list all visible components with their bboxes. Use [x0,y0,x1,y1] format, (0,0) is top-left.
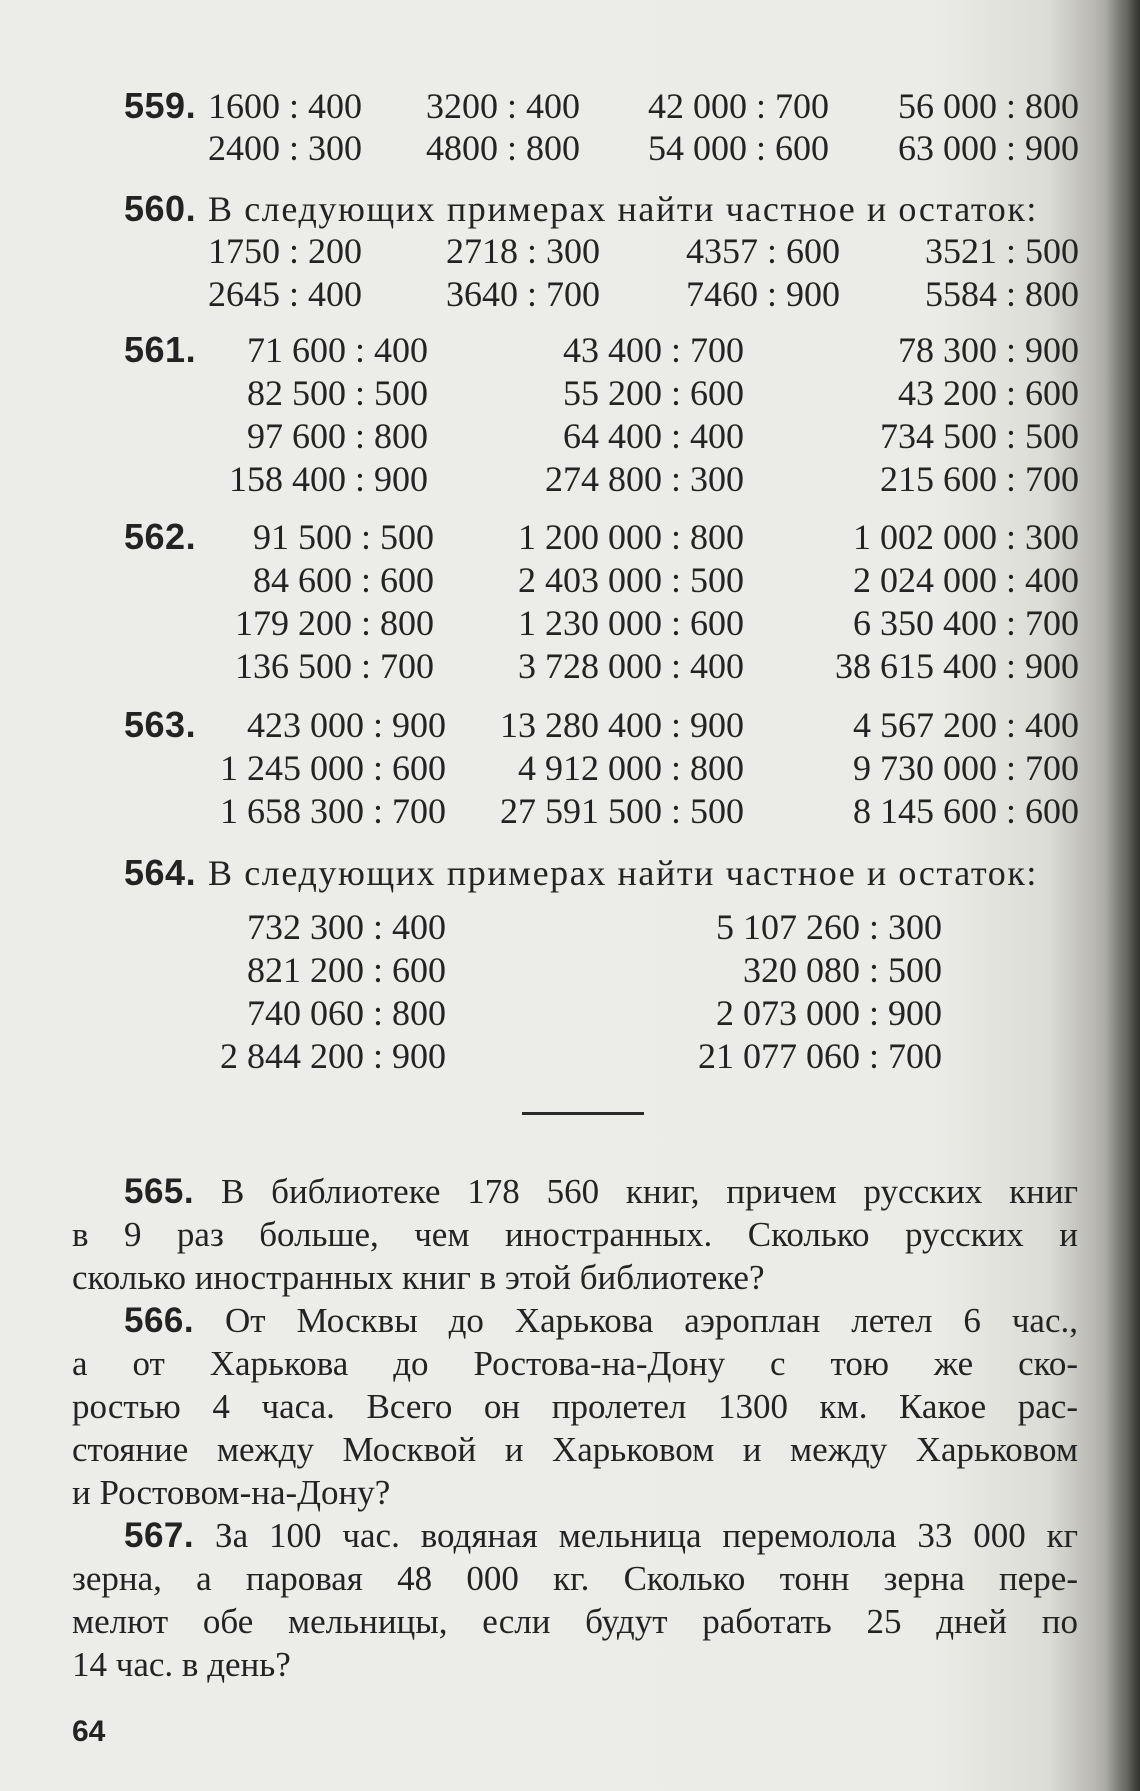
problem-564-row-2 [124,948,1079,992]
problem-563-expr: 1 658 300 : 700 [219,791,446,831]
problem-562-expr: 136 500 : 700 [234,646,434,686]
problem-567-line: 14 час. в день? [72,1645,291,1684]
problem-559-expr: 1600 : 400 [208,86,363,126]
problem-560-expr: 3640 : 700 [446,274,601,314]
problem-564-text: В следующих примерах найти частное и остаток: [208,853,1039,893]
problem-565-line: сколько иностранных книг в этой библиотеке? [72,1258,765,1297]
problem-562-expr: 1 200 000 : 800 [517,517,744,557]
problem-563-expr: 27 591 500 : 500 [499,791,744,831]
problem-562-expr: 179 200 : 800 [234,603,434,643]
problem-561-row-2 [124,371,1079,415]
problem-562-expr: 1 002 000 : 300 [852,517,1079,557]
problem-561-expr: 82 500 : 500 [246,373,428,413]
problem-565-line [72,1170,1078,1213]
problem-567-line: зерна, а паровая 48 000 кг. Сколько тонн зерна пере- [72,1559,1078,1598]
problem-564-expr: 2 073 000 : 900 [715,993,942,1033]
problem-564-number: 564. [124,852,197,893]
problem-559-row-2 [124,126,1079,170]
problem-561-number: 561. [124,329,197,370]
problem-563-expr: 8 145 600 : 600 [852,791,1079,831]
problem-562-expr: 2 403 000 : 500 [517,560,744,600]
problem-567-text: За 100 час. водяная мельница перемолола 33 000 кг [215,1516,1078,1555]
problem-564-row-3 [124,991,1079,1035]
problem-562-expr: 91 500 : 500 [252,517,434,557]
problem-562-expr: 3 728 000 : 400 [517,646,744,686]
problem-563-row-2 [124,746,1079,790]
problem-560-number: 560. [124,188,197,229]
problem-564-expr: 5 107 260 : 300 [715,907,942,947]
problem-561-expr: 215 600 : 700 [879,459,1079,499]
problem-564-row-1 [124,905,1079,949]
problem-561-row-4 [124,457,1079,501]
problem-566-number: 566. [124,1301,195,1340]
problem-560-expr: 7460 : 900 [686,274,841,314]
problem-564-expr: 821 200 : 600 [246,950,446,990]
problem-567-line [72,1514,1078,1557]
problem-563-expr: 4 912 000 : 800 [517,748,744,788]
problem-559-expr: 42 000 : 700 [648,86,830,126]
problem-560-heading [124,187,1079,231]
problem-561-expr: 158 400 : 900 [228,459,428,499]
problem-563-expr: 13 280 400 : 900 [499,705,744,745]
page-gutter-shadow [1106,0,1140,1791]
problem-562-expr: 1 230 000 : 600 [517,603,744,643]
problem-562-number: 562. [124,516,197,557]
problem-560-expr: 5584 : 800 [924,274,1079,314]
problem-561-expr: 97 600 : 800 [246,416,428,456]
problem-564-expr: 2 844 200 : 900 [219,1036,446,1076]
problem-559-expr: 2400 : 300 [208,128,363,168]
problem-564-heading [124,851,1079,895]
problem-566-line [72,1299,1078,1342]
problem-565-text: В библиотеке 178 560 книг, причем русских книг [220,1172,1079,1211]
problem-564-expr: 21 077 060 : 700 [697,1036,942,1076]
problem-559-expr: 56 000 : 800 [897,86,1079,126]
problem-561-expr: 734 500 : 500 [879,416,1079,456]
problem-561-row-3 [124,414,1079,458]
problem-561-row-1 [124,328,1079,372]
page-number: 64 [72,1715,106,1748]
problem-565-number: 565. [124,1172,195,1211]
problem-559-expr: 63 000 : 900 [897,128,1079,168]
problem-563-expr: 423 000 : 900 [246,705,446,745]
problem-565-line: в 9 раз больше, чем иностранных. Сколько русских и [72,1215,1078,1254]
problem-559-row-1 [124,84,1079,128]
problem-562-row-4 [124,644,1079,688]
problem-561-expr: 71 600 : 400 [246,330,428,370]
problem-560-expr: 1750 : 200 [208,231,363,271]
problem-563-expr: 9 730 000 : 700 [852,748,1079,788]
problem-563-row-3 [124,789,1079,833]
problem-562-row-3 [124,601,1079,645]
problem-560-text: В следующих примерах найти частное и остаток: [208,189,1039,229]
problem-559-expr: 4800 : 800 [426,128,581,168]
problem-566-line: стояние между Москвой и Харьковом и между Харьковом [72,1430,1078,1469]
problem-561-expr: 64 400 : 400 [562,416,744,456]
problem-559-number: 559. [124,85,197,126]
problem-562-expr: 2 024 000 : 400 [852,560,1079,600]
problem-567-number: 567. [124,1516,195,1555]
problem-566-line: а от Харькова до Ростова-на-Дону с тою же ско- [72,1344,1078,1383]
problem-563-expr: 1 245 000 : 600 [219,748,446,788]
problem-560-row-2 [124,272,1079,316]
problem-559-expr: 54 000 : 600 [648,128,830,168]
problem-564-expr: 320 080 : 500 [742,950,942,990]
problem-561-expr: 55 200 : 600 [562,373,744,413]
problem-562-expr: 84 600 : 600 [252,560,434,600]
problem-561-expr: 274 800 : 300 [544,459,744,499]
problem-564-expr: 732 300 : 400 [246,907,446,947]
problem-560-expr: 4357 : 600 [686,231,841,271]
problem-559-expr: 3200 : 400 [426,86,581,126]
problem-560-expr: 2718 : 300 [446,231,601,271]
problem-562-row-1 [124,515,1079,559]
problem-560-expr: 2645 : 400 [208,274,363,314]
problem-562-row-2 [124,558,1079,602]
section-divider [522,1112,644,1115]
problem-566-line: и Ростовом-на-Дону? [72,1473,391,1512]
problem-562-expr: 38 615 400 : 900 [834,646,1079,686]
problem-566-line: ростью 4 часа. Всего он пролетел 1300 км. Какое рас- [72,1387,1078,1426]
problem-563-row-1 [124,703,1079,747]
problem-560-row-1 [124,229,1079,273]
problem-564-row-4 [124,1034,1079,1078]
problem-563-expr: 4 567 200 : 400 [852,705,1079,745]
problem-562-expr: 6 350 400 : 700 [852,603,1079,643]
problem-561-expr: 43 200 : 600 [897,373,1079,413]
problem-561-expr: 78 300 : 900 [897,330,1079,370]
problem-561-expr: 43 400 : 700 [562,330,744,370]
problem-567-line: мелют обе мельницы, если будут работать 25 дней по [72,1602,1078,1641]
problem-566-text: От Москвы до Харькова аэроплан летел 6 час., [225,1301,1078,1340]
problem-564-expr: 740 060 : 800 [246,993,446,1033]
problem-563-number: 563. [124,704,197,745]
problem-560-expr: 3521 : 500 [924,231,1079,271]
